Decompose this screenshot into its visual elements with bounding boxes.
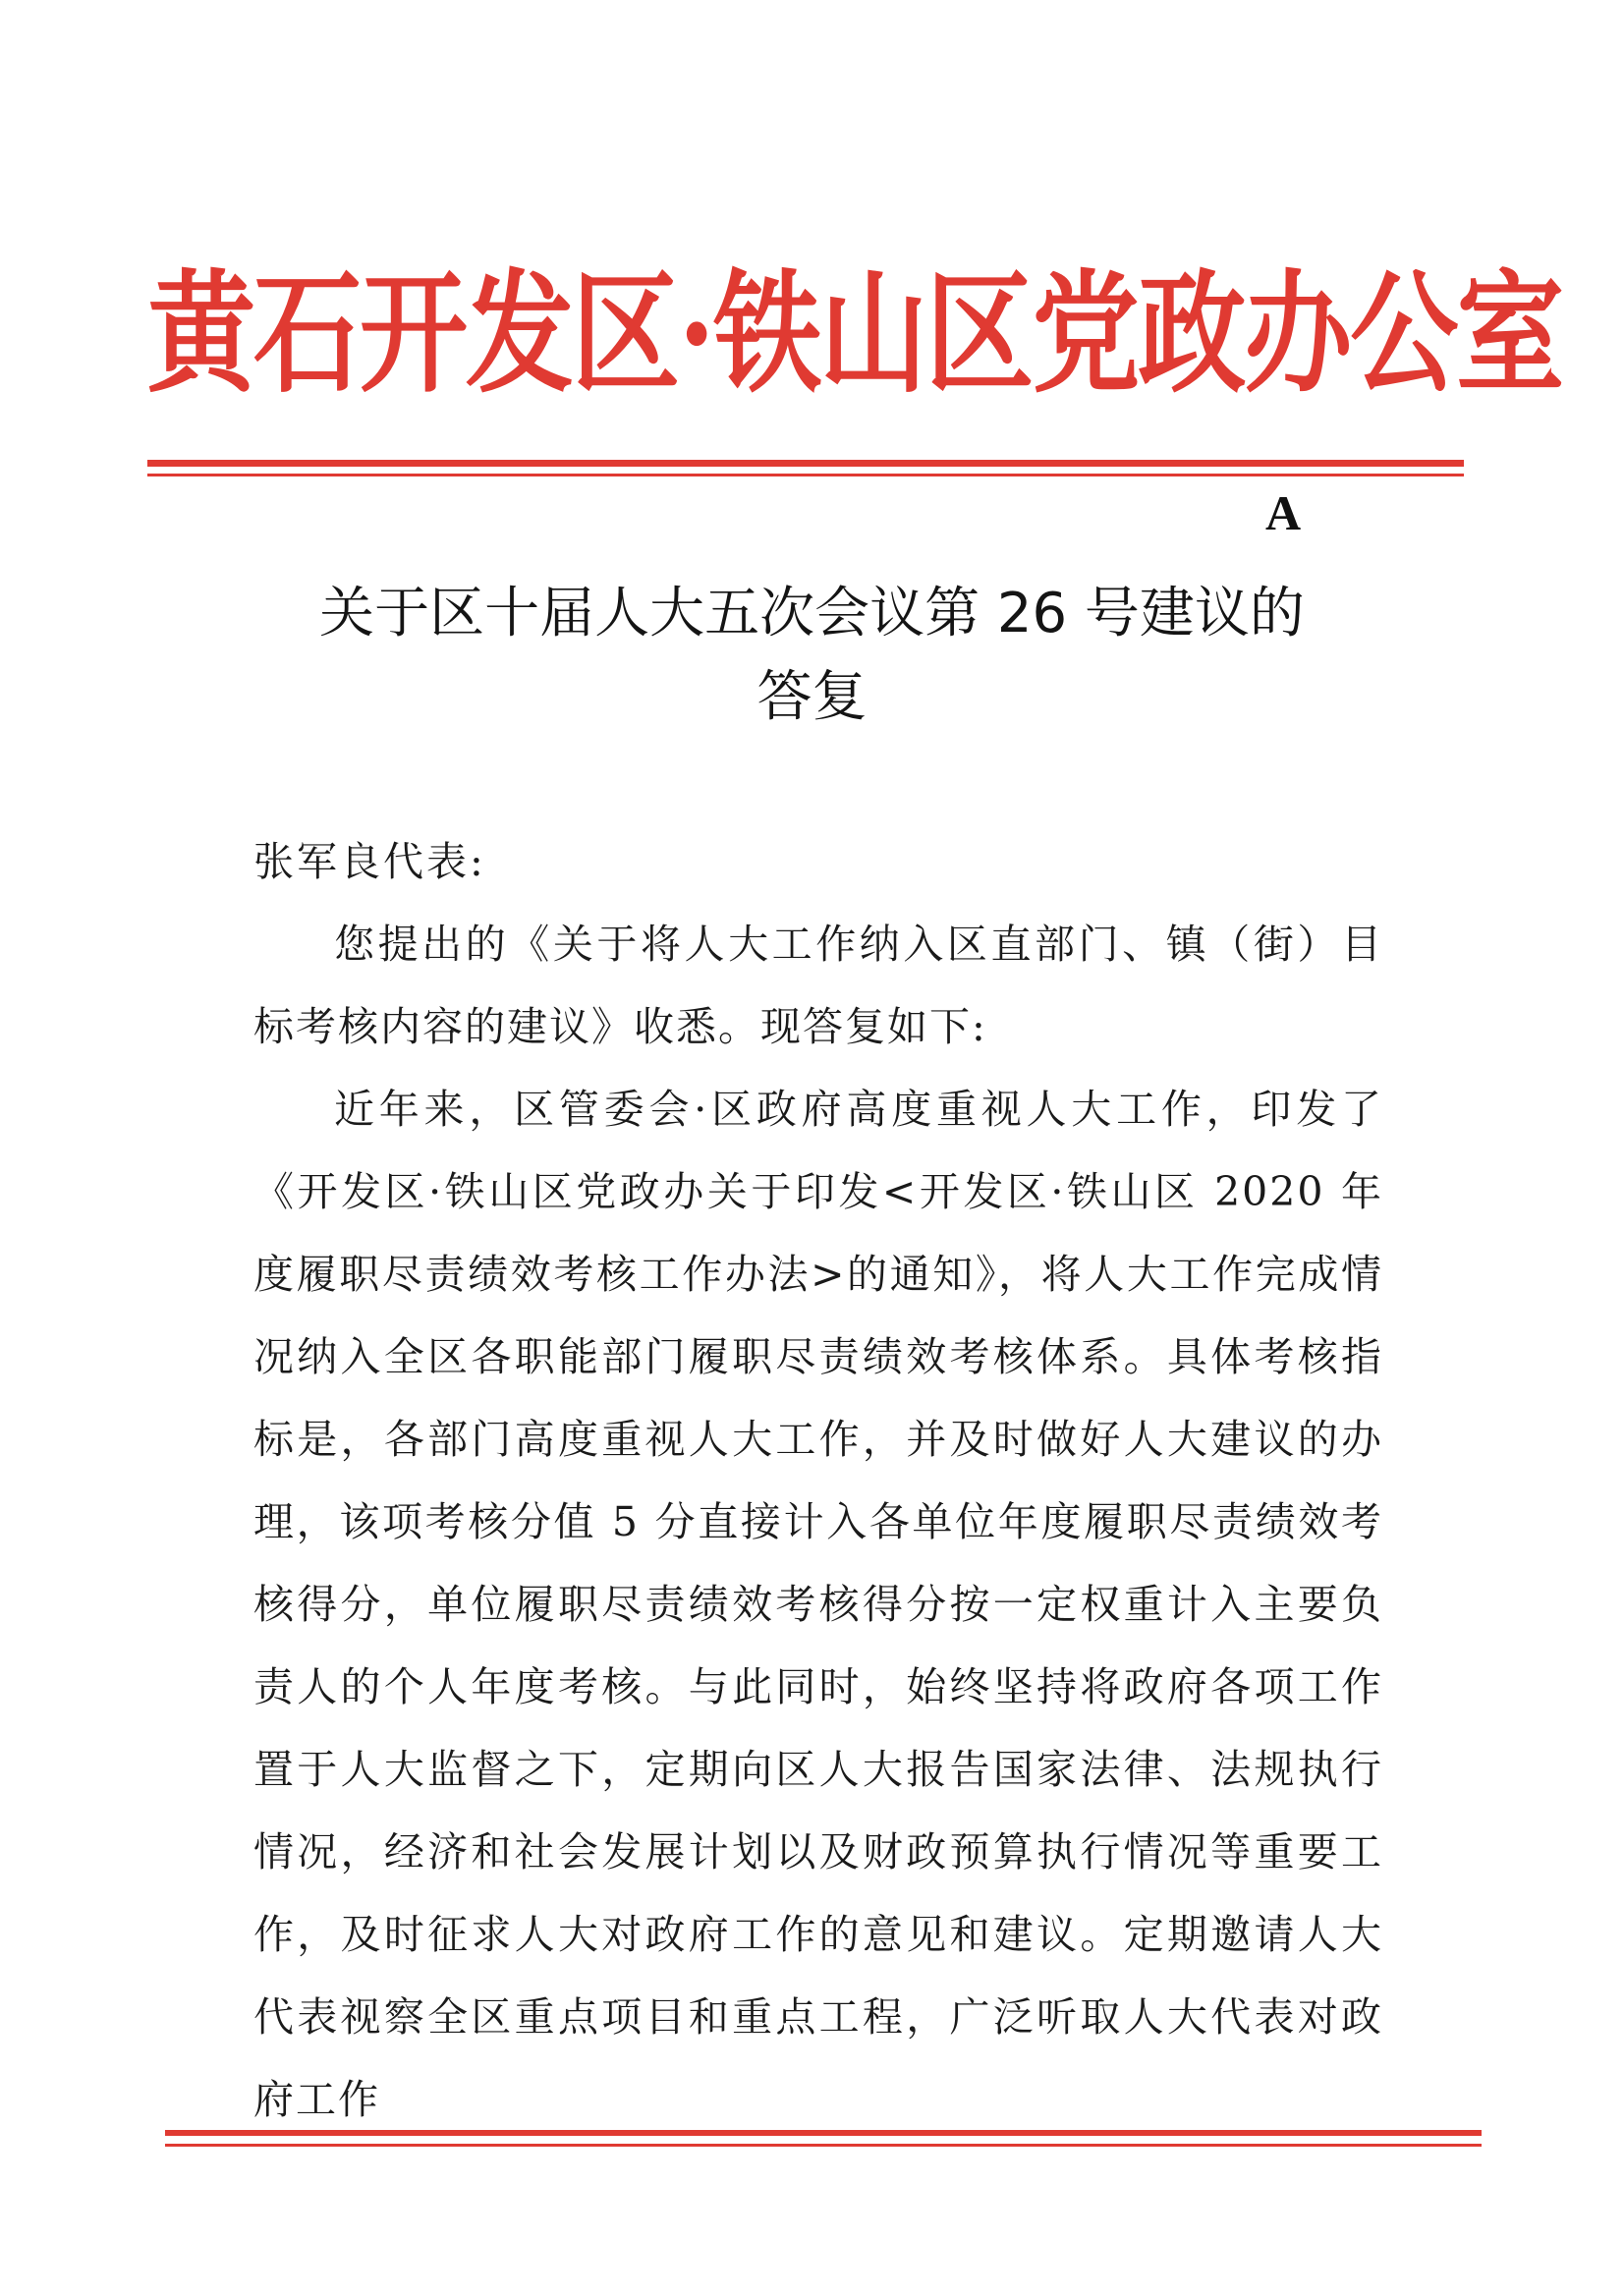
paragraph-2: 近年来，区管委会·区政府高度重视人大工作，印发了《开发区·铁山区党政办关于印发<开发区·铁山区 2020 年度履职尽责绩效考核工作办法>的通知》，将人大工作完成情况纳入全区各职能部门履职尽责绩效考核体系。具体考核指标是，各部门高度重视人大工作，并及时做好人大建议的办理，该项考核分值 5 分直接计入各单位年度履职尽责绩效考核得分，单位履职尽责绩效考核得分按一定权重计入主要负责人的个人年度考核。与此同时，始终坚持将政府各项工作置于人大监督之下，定期向区人大报告国家法律、法规执行情况，经济和社会发展计划以及财政预算执行情况等重要工作，及时征求人大对政府工作的意见和建议。定期邀请人大代表视察全区重点项目和重点工程，广泛听取人大代表对政府工作 — [253, 1086, 1383, 2123]
copy-mark: A — [1265, 485, 1302, 540]
footer-rule-thin — [165, 2144, 1482, 2147]
footer-rule-thick — [165, 2130, 1482, 2136]
header-rule-thin — [147, 474, 1464, 476]
document-title-line-1: 关于区十届人大五次会议第 26 号建议的 — [319, 582, 1305, 645]
paragraph-1: 您提出的《关于将人大工作纳入区直部门、镇（街）目标考核内容的建议》收悉。现答复如下: — [253, 921, 1383, 1050]
document-body — [253, 820, 1383, 2141]
organization-header: 黄石开发区·铁山区党政办公室 — [147, 255, 1563, 412]
document-title-line-2: 答复 — [756, 665, 868, 729]
salutation: 张军良代表: — [253, 838, 486, 885]
header-rule-thick — [147, 460, 1464, 467]
